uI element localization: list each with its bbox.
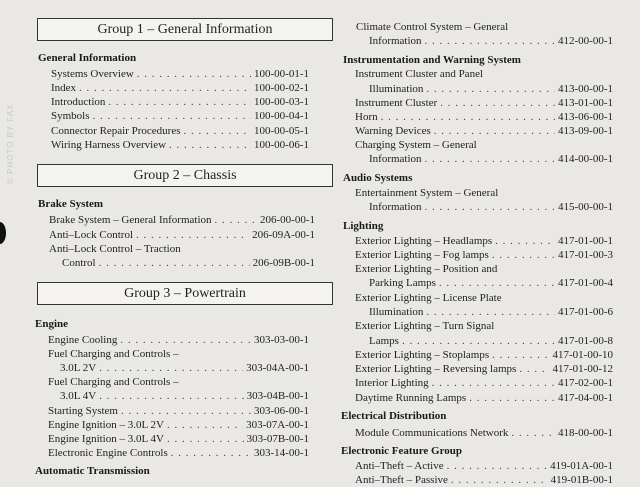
entry-page: 413-01-00-1 — [558, 97, 613, 109]
leader-dots — [120, 333, 251, 347]
leader-dots — [121, 404, 251, 418]
leader-dots — [167, 418, 243, 432]
entry-title: Introduction — [51, 96, 106, 108]
leader-dots — [108, 95, 251, 109]
entry-title-line1: Entertainment System – General — [355, 187, 499, 199]
leader-dots — [426, 305, 555, 319]
entry-page: 413-09-00-1 — [558, 125, 613, 137]
entry-title-line1: Instrument Cluster and Panel — [355, 68, 484, 80]
leader-dots — [434, 124, 555, 138]
entry-title: Exterior Lighting – Headlamps — [355, 235, 493, 247]
toc-entry[interactable] — [369, 152, 613, 166]
entry-title: Information — [369, 201, 422, 213]
toc-entry[interactable] — [51, 81, 309, 95]
entry-title: Anti–Lock Control — [49, 229, 134, 241]
toc-entry[interactable] — [369, 305, 613, 319]
entry-title-line1: Charging System – General — [355, 139, 477, 151]
toc-entry[interactable] — [355, 124, 613, 138]
entry-page: 412-00-00-1 — [558, 35, 613, 47]
section-lighting: Lighting — [343, 220, 384, 232]
leader-dots — [451, 473, 548, 487]
leader-dots — [425, 34, 555, 48]
leader-dots — [519, 362, 549, 376]
entry-page: 100-00-04-1 — [254, 110, 309, 122]
toc-entry[interactable] — [51, 95, 309, 109]
entry-title: Exterior Lighting – Stoplamps — [355, 349, 490, 361]
toc-entry[interactable] — [60, 389, 309, 403]
entry-page: 417-01-00-10 — [552, 349, 613, 361]
entry-page: 303-06-00-1 — [254, 405, 309, 417]
entry-title: Anti–Theft – Passive — [355, 474, 448, 486]
entry-title: Horn — [355, 111, 378, 123]
entry-page: 413-00-00-1 — [558, 83, 613, 95]
toc-entry[interactable] — [60, 361, 309, 375]
entry-title-line1: Fuel Charging and Controls – — [48, 348, 179, 360]
entry-title: Information — [369, 35, 422, 47]
entry-page: 303-07B-00-1 — [246, 433, 309, 445]
toc-entry[interactable] — [369, 200, 613, 214]
toc-entry[interactable] — [355, 96, 613, 110]
entry-page: 206-09B-00-1 — [252, 257, 315, 269]
section-instrumentation-warning: Instrumentation and Warning System — [343, 54, 521, 66]
entry-page: 418-00-00-1 — [558, 427, 613, 439]
group-1-title: Group 1 – General Information — [97, 21, 273, 37]
entry-title: Interior Lighting — [355, 377, 429, 389]
section-audio-systems: Audio Systems — [343, 172, 413, 184]
entry-title: Daytime Running Lamps — [355, 392, 467, 404]
binder-hole — [0, 222, 6, 244]
leader-dots — [402, 334, 555, 348]
toc-entry[interactable] — [355, 376, 613, 390]
leader-dots — [425, 152, 555, 166]
entry-title: 3.0L 4V — [60, 390, 97, 402]
entry-title: Engine Ignition – 3.0L 4V — [48, 433, 164, 445]
leader-dots — [137, 67, 251, 81]
entry-title: Module Communications Network — [355, 427, 509, 439]
entry-title: Control — [62, 257, 96, 269]
entry-page: 419-01A-00-1 — [550, 460, 613, 472]
entry-page: 419-01B-00-1 — [550, 474, 613, 486]
entry-page: 417-01-00-8 — [558, 335, 613, 347]
entry-title: Illumination — [369, 306, 424, 318]
leader-dots — [215, 213, 257, 227]
toc-entry[interactable] — [355, 426, 613, 440]
entry-page: 417-01-00-1 — [558, 235, 613, 247]
entry-page: 303-04A-00-1 — [246, 362, 309, 374]
section-automatic-transmission: Automatic Transmission — [35, 465, 150, 477]
toc-entry[interactable] — [355, 110, 613, 124]
entry-page: 413-06-00-1 — [558, 111, 613, 123]
toc-entry[interactable] — [48, 333, 309, 347]
entry-title: Engine Cooling — [48, 334, 118, 346]
entry-title-line1: Fuel Charging and Controls – — [48, 376, 179, 388]
entry-page: 100-00-02-1 — [254, 82, 309, 94]
leader-dots — [167, 432, 244, 446]
entry-title-line1: Exterior Lighting – Position and — [355, 263, 498, 275]
toc-entry[interactable] — [51, 109, 309, 123]
leader-dots — [381, 110, 555, 124]
entry-title: Starting System — [48, 405, 118, 417]
entry-page: 303-04B-00-1 — [246, 390, 309, 402]
group-2-title: Group 2 – Chassis — [133, 167, 237, 183]
leader-dots — [492, 248, 555, 262]
leader-dots — [93, 109, 251, 123]
leader-dots — [447, 459, 547, 473]
entry-page: 414-00-00-1 — [558, 153, 613, 165]
section-brake-system: Brake System — [38, 198, 104, 210]
toc-entry[interactable] — [355, 248, 613, 262]
entry-title: Exterior Lighting – Reversing lamps — [355, 363, 517, 375]
entry-page: 417-04-00-1 — [558, 392, 613, 404]
watermark: © PHOTO BY FAX — [6, 103, 15, 184]
leader-dots — [432, 376, 555, 390]
entry-page: 415-00-00-1 — [558, 201, 613, 213]
toc-entry[interactable] — [355, 473, 613, 487]
leader-dots — [440, 96, 555, 110]
toc-entry[interactable] — [51, 138, 309, 152]
entry-title: Exterior Lighting – Fog lamps — [355, 249, 489, 261]
toc-entry[interactable] — [355, 459, 613, 473]
section-electronic-feature-group: Electronic Feature Group — [341, 445, 462, 457]
toc-entry[interactable] — [369, 82, 613, 96]
entry-page: 206-00-00-1 — [260, 214, 315, 226]
entry-title: Engine Ignition – 3.0L 2V — [48, 419, 164, 431]
entry-title: Illumination — [369, 83, 424, 95]
entry-title: Systems Overview — [51, 68, 134, 80]
entry-title: Index — [51, 82, 77, 94]
entry-page: 417-01-00-12 — [552, 363, 613, 375]
toc-entry[interactable] — [51, 67, 309, 81]
leader-dots — [184, 124, 251, 138]
group-3-header — [37, 282, 333, 305]
entry-page: 417-01-00-6 — [558, 306, 613, 318]
toc-entry[interactable] — [62, 256, 315, 270]
toc-entry[interactable] — [369, 334, 613, 348]
entry-title: 3.0L 2V — [60, 362, 97, 374]
toc-entry[interactable] — [48, 418, 309, 432]
entry-page: 100-00-06-1 — [254, 139, 309, 151]
entry-page: 303-07A-00-1 — [246, 419, 309, 431]
entry-title-line1: Exterior Lighting – License Plate — [355, 292, 502, 304]
entry-title: Connector Repair Procedures — [51, 125, 181, 137]
leader-dots — [439, 276, 555, 290]
toc-entry[interactable] — [355, 234, 613, 248]
leader-dots — [425, 200, 555, 214]
entry-page: 206-09A-00-1 — [252, 229, 315, 241]
toc-entry[interactable] — [355, 348, 613, 362]
entry-title: Information — [369, 153, 422, 165]
entry-page: 417-01-00-4 — [558, 277, 613, 289]
leader-dots — [495, 234, 555, 248]
toc-entry[interactable] — [48, 404, 309, 418]
entry-title-line1: Climate Control System – General — [356, 21, 509, 33]
entry-page: 417-02-00-1 — [558, 377, 613, 389]
leader-dots — [492, 348, 549, 362]
entry-title: Lamps — [369, 335, 399, 347]
section-general-information: General Information — [38, 52, 137, 64]
entry-title: Parking Lamps — [369, 277, 436, 289]
group-3-title: Group 3 – Powertrain — [124, 285, 246, 301]
leader-dots — [136, 228, 249, 242]
toc-entry[interactable] — [369, 276, 613, 290]
entry-page: 303-03-00-1 — [254, 334, 309, 346]
entry-page: 417-01-00-3 — [558, 249, 613, 261]
group-2-header — [37, 164, 333, 187]
group-1-header — [37, 18, 333, 41]
leader-dots — [469, 391, 555, 405]
entry-title-line1: Anti–Lock Control – Traction — [49, 243, 181, 255]
toc-entry[interactable] — [48, 432, 309, 446]
leader-dots — [79, 81, 251, 95]
toc-entry[interactable] — [355, 391, 613, 405]
entry-page: 100-00-05-1 — [254, 125, 309, 137]
leader-dots — [171, 446, 251, 460]
entry-title: Instrument Cluster — [355, 97, 438, 109]
toc-entry[interactable] — [355, 362, 613, 376]
toc-entry[interactable] — [49, 228, 315, 242]
entry-page: 303-14-00-1 — [254, 447, 309, 459]
entry-title: Electronic Engine Controls — [48, 447, 168, 459]
leader-dots — [99, 361, 243, 375]
leader-dots — [99, 256, 250, 270]
leader-dots — [511, 426, 555, 440]
entry-page: 100-00-03-1 — [254, 96, 309, 108]
toc-entry[interactable] — [49, 213, 315, 227]
toc-entry[interactable] — [51, 124, 309, 138]
entry-title: Warning Devices — [355, 125, 431, 137]
entry-title: Symbols — [51, 110, 90, 122]
entry-page: 100-00-01-1 — [254, 68, 309, 80]
leader-dots — [169, 138, 251, 152]
leader-dots — [99, 389, 243, 403]
section-electrical-distribution: Electrical Distribution — [341, 410, 447, 422]
section-engine: Engine — [35, 318, 69, 330]
toc-entry[interactable] — [48, 446, 309, 460]
toc-entry[interactable] — [369, 34, 613, 48]
leader-dots — [426, 82, 555, 96]
entry-title: Anti–Theft – Active — [355, 460, 444, 472]
entry-title: Brake System – General Information — [49, 214, 212, 226]
entry-title-line1: Exterior Lighting – Turn Signal — [355, 320, 495, 332]
entry-title: Wiring Harness Overview — [51, 139, 167, 151]
